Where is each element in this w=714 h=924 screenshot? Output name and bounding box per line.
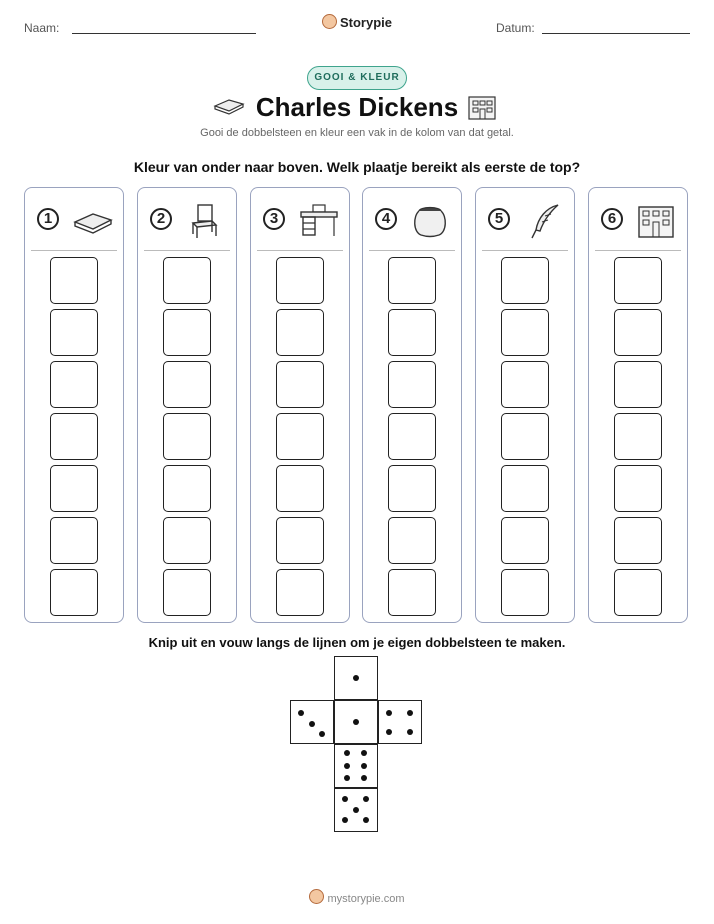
column-header — [31, 188, 117, 251]
color-cell[interactable] — [388, 465, 436, 512]
die-pip — [363, 817, 369, 823]
color-cell[interactable] — [163, 569, 211, 616]
die-pip — [309, 721, 315, 727]
color-cell[interactable] — [163, 257, 211, 304]
die-pip — [353, 719, 359, 725]
color-cell[interactable] — [50, 413, 98, 460]
chair-icon — [182, 202, 228, 240]
color-cell[interactable] — [50, 465, 98, 512]
die-pip — [353, 807, 359, 813]
color-cell[interactable] — [50, 517, 98, 564]
date-label: Datum: — [496, 21, 535, 35]
color-cell[interactable] — [276, 517, 324, 564]
footer — [0, 889, 714, 905]
subtitle: Gooi de dobbelsteen en kleur een vak in de kolom van dat getal. — [200, 127, 514, 139]
color-cell[interactable] — [388, 569, 436, 616]
storypie-mascot-icon — [309, 889, 324, 904]
die-pip — [344, 750, 350, 756]
house-icon — [633, 202, 679, 240]
column-number: 4 — [375, 208, 397, 230]
column-5 — [475, 187, 575, 623]
color-cell[interactable] — [388, 361, 436, 408]
brand-logo — [0, 14, 714, 30]
column-1 — [24, 187, 124, 623]
color-cell[interactable] — [50, 309, 98, 356]
color-cell[interactable] — [388, 517, 436, 564]
color-cell[interactable] — [276, 361, 324, 408]
house-icon — [466, 93, 498, 121]
column-4 — [362, 187, 462, 623]
quill-icon — [520, 202, 566, 240]
color-cell[interactable] — [501, 309, 549, 356]
color-cell[interactable] — [614, 517, 662, 564]
color-cell[interactable] — [163, 413, 211, 460]
die-face[interactable] — [290, 700, 334, 744]
color-cell[interactable] — [614, 309, 662, 356]
die-pip — [342, 817, 348, 823]
column-number: 5 — [488, 208, 510, 230]
color-cell[interactable] — [163, 517, 211, 564]
brand-name: Storypie — [339, 15, 392, 30]
footer-url: mystorypie.com — [327, 893, 405, 905]
die-face[interactable] — [334, 744, 378, 788]
color-cell[interactable] — [276, 309, 324, 356]
color-cell[interactable] — [50, 361, 98, 408]
color-cell[interactable] — [501, 517, 549, 564]
die-pip — [344, 763, 350, 769]
color-cell[interactable] — [276, 257, 324, 304]
color-cell[interactable] — [501, 569, 549, 616]
color-cell[interactable] — [501, 465, 549, 512]
die-pip — [407, 710, 413, 716]
die-pip — [342, 796, 348, 802]
color-cell[interactable] — [614, 413, 662, 460]
color-cell[interactable] — [614, 569, 662, 616]
die-pip — [407, 729, 413, 735]
color-cell[interactable] — [388, 309, 436, 356]
name-line[interactable] — [72, 33, 256, 34]
die-face[interactable] — [334, 656, 378, 700]
color-cell[interactable] — [50, 569, 98, 616]
die-pip — [386, 710, 392, 716]
die-pip — [363, 796, 369, 802]
activity-badge: GOOI & KLEUR — [307, 66, 407, 90]
color-cell[interactable] — [163, 465, 211, 512]
color-cell[interactable] — [163, 361, 211, 408]
column-2 — [137, 187, 237, 623]
color-cell[interactable] — [276, 465, 324, 512]
column-header — [257, 188, 343, 251]
color-cell[interactable] — [614, 257, 662, 304]
color-cell[interactable] — [614, 361, 662, 408]
column-6 — [588, 187, 688, 623]
color-cell[interactable] — [614, 465, 662, 512]
color-cell[interactable] — [276, 413, 324, 460]
column-header — [369, 188, 455, 251]
die-pip — [298, 710, 304, 716]
color-cell[interactable] — [388, 413, 436, 460]
color-cell[interactable] — [276, 569, 324, 616]
desk-icon — [295, 202, 341, 240]
name-label: Naam: — [24, 21, 60, 35]
column-header — [482, 188, 568, 251]
die-pip — [353, 675, 359, 681]
die-pip — [344, 775, 350, 781]
ink-pot-icon — [407, 202, 453, 240]
cut-instruction: Knip uit en vouw langs de lijnen om je eigen dobbelsteen te maken. — [148, 635, 566, 650]
column-3 — [250, 187, 350, 623]
date-line[interactable] — [542, 33, 690, 34]
die-face[interactable] — [334, 788, 378, 832]
die-pip — [361, 775, 367, 781]
color-cell[interactable] — [501, 413, 549, 460]
die-pip — [361, 750, 367, 756]
die-pip — [319, 731, 325, 737]
color-cell[interactable] — [501, 257, 549, 304]
color-cell[interactable] — [501, 361, 549, 408]
die-face[interactable] — [334, 700, 378, 744]
column-header — [144, 188, 230, 251]
column-number: 6 — [601, 208, 623, 230]
color-cell[interactable] — [163, 309, 211, 356]
die-face[interactable] — [378, 700, 422, 744]
die-pip — [361, 763, 367, 769]
color-cell[interactable] — [50, 257, 98, 304]
column-header — [595, 188, 681, 251]
page-title: Charles Dickens — [255, 92, 459, 122]
book-icon — [69, 202, 115, 240]
column-number: 1 — [37, 208, 59, 230]
instruction: Kleur van onder naar boven. Welk plaatje bereikt als eerste de top? — [133, 159, 581, 175]
column-number: 2 — [150, 208, 172, 230]
die-pip — [386, 729, 392, 735]
color-cell[interactable] — [388, 257, 436, 304]
storypie-mascot-icon — [322, 14, 337, 29]
column-number: 3 — [263, 208, 285, 230]
